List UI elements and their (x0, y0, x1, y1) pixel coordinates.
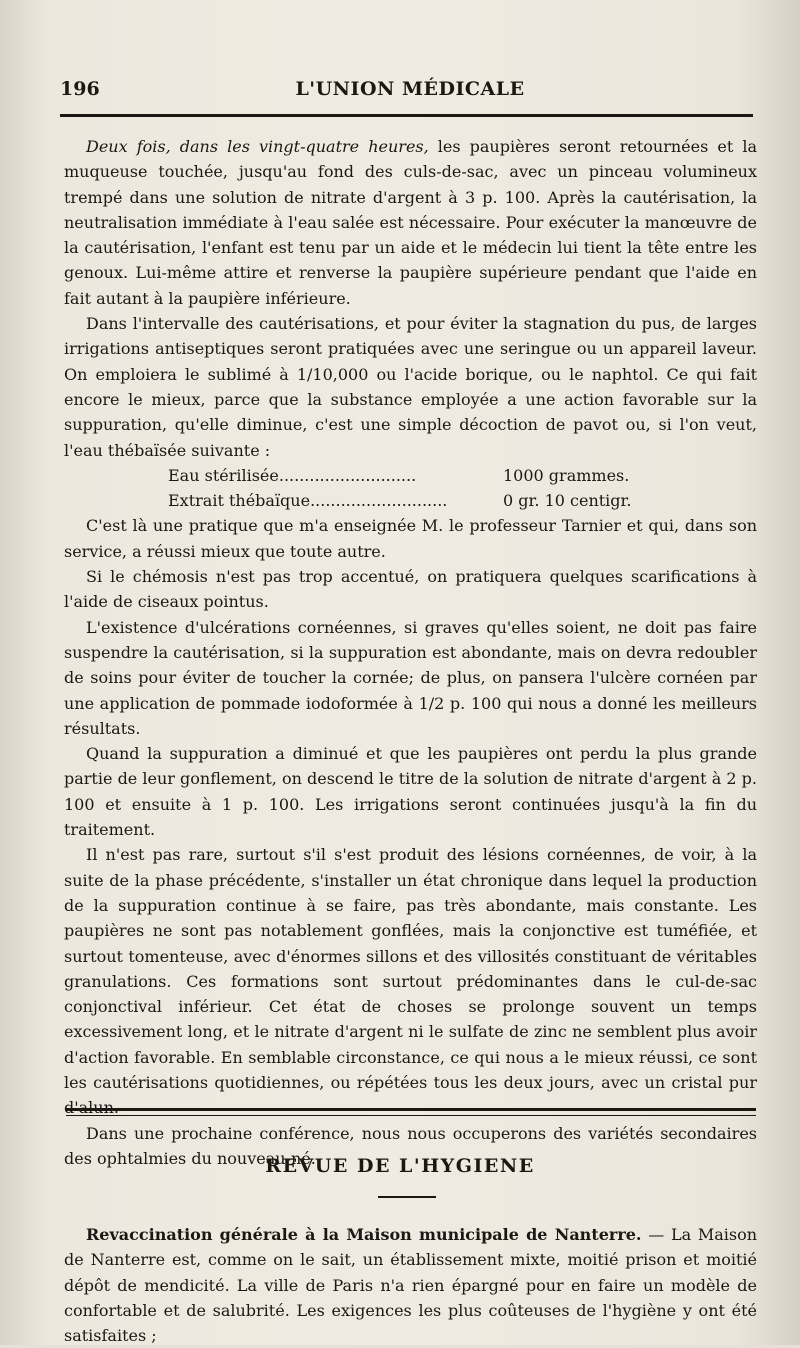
recipe-line (168, 463, 728, 488)
paragraph: Dans l'intervalle des cautérisations, et pour éviter la stagnation du pus, de larges irrigations antiseptiques seront pratiquées avec une seringue ou un appareil laveur. On emploiera le sublimé à 1/10,000 ou l'acide borique, ou le naphtol. Ce qui fait encore le mieux, parce que la substance employée a une action favorable sur la suppuration, qu'elle diminue, c'est une simple décoction de pavot ou, si l'on veut, l'eau thébaïsée suivante : (64, 314, 757, 460)
section-subhead: Revaccination générale à la Maison municipale de Nanterre. (86, 1225, 642, 1244)
running-title: L'UNION MÉDICALE (295, 78, 525, 100)
page-header (60, 78, 760, 110)
header-rule (60, 114, 753, 117)
opening-phrase: Deux fois, dans les vingt-quatre heures, (86, 137, 429, 156)
recipe-quantity: 1000 grammes. (503, 465, 630, 485)
recipe-ingredient: Eau stérilisée........................... (168, 465, 417, 485)
section-body (64, 1222, 757, 1348)
paragraph (64, 134, 757, 311)
recipe-quantity: 0 gr. 10 centigr. (503, 491, 632, 511)
title-underline (378, 1196, 436, 1198)
paragraph-text: — La Maison de Nanterre est, comme on le sait, un établissement mixte, moitié prison et moitié dépôt de mendicité. La ville de Paris n'a rien épargné pour en faire un modèle de confortable et de salubrité. Les exigences les plus coûteuses de l'hygiène y ont été satisfaites ; (64, 1225, 758, 1346)
recipe-ingredient: Extrait thébaïque........................... (168, 491, 448, 511)
recipe (64, 463, 757, 514)
recipe-line (168, 488, 728, 513)
paragraph: L'existence d'ulcérations cornéennes, si graves qu'elles soient, ne doit pas faire suspendre la cautérisation, si la suppuration est abondante, mais on devra redoubler de soins pour éviter de toucher la cornée; de plus, on pansera l'ulcère cornéen par une application de pommade iodoformée à 1/2 p. 100 qui nous a donné les meilleurs résultats. (64, 617, 757, 738)
paragraph: Dans une prochaine conférence, nous nous occuperons des variétés secondaires des ophtalmies du nouveau-né. (64, 1123, 757, 1168)
section-divider (66, 1108, 756, 1116)
paragraph (64, 1222, 757, 1348)
article-body (64, 134, 757, 1171)
paragraph: Il n'est pas rare, surtout s'il s'est produit des lésions cornéennes, de voir, à la suite de la phase précédente, s'installer un état chronique dans lequel la production de la suppuration continue à se faire, pas très abondante, mais constante. Les paupières ne sont pas notablement gonflées, mais la conjonctive est tuméfiée, et surtout tomenteuse, avec d'énormes sillons et des villosités constituant de véritables granulations. Ces formations sont surtout prédominantes dans le cul-de-sac conjonctival inférieur. Cet état de choses se prolonge souvent un temps excessivement long, et le nitrate d'argent ni le sulfate de zinc ne semblent plus avoir d'action favorable. En semblable circonstance, ce qui nous a le mieux réussi, ce sont les cautérisations quotidiennes, ou répétées tous les deux jours, avec un cristal pur d'alun. (64, 845, 757, 1118)
paragraph-text: les paupières seront retournées et la muqueuse touchée, jusqu'au fond des culs-de-sac, avec un pinceau volumineux trempé dans une solution de nitrate d'argent à 3 p. 100. Après la cautérisation, la neutralisation immédiate à l'eau salée est nécessaire. Pour exécuter la manœuvre de la cautérisation, l'enfant est tenu par un aide et le médecin lui tient la tête entre les genoux. Lui-même attire et renverse la paupière supérieure pendant que l'aide en fait autant à la paupière inférieure. (64, 137, 757, 308)
page-number: 196 (60, 78, 100, 100)
paragraph: C'est là une pratique que m'a enseignée M. le professeur Tarnier et qui, dans son service, a réussi mieux que toute autre. (64, 516, 757, 561)
paragraph: Quand la suppuration a diminué et que les paupières ont perdu la plus grande partie de leur gonflement, on descend le titre de la solution de nitrate d'argent à 2 p. 100 et ensuite à 1 p. 100. Les irrigations seront continuées jusqu'à la fin du traitement. (64, 744, 757, 840)
paragraph: Si le chémosis n'est pas trop accentué, on pratiquera quelques scarifications à l'aide de ciseaux pointus. (64, 567, 757, 612)
section-title: REVUE DE L'HYGIENE (265, 1155, 535, 1177)
